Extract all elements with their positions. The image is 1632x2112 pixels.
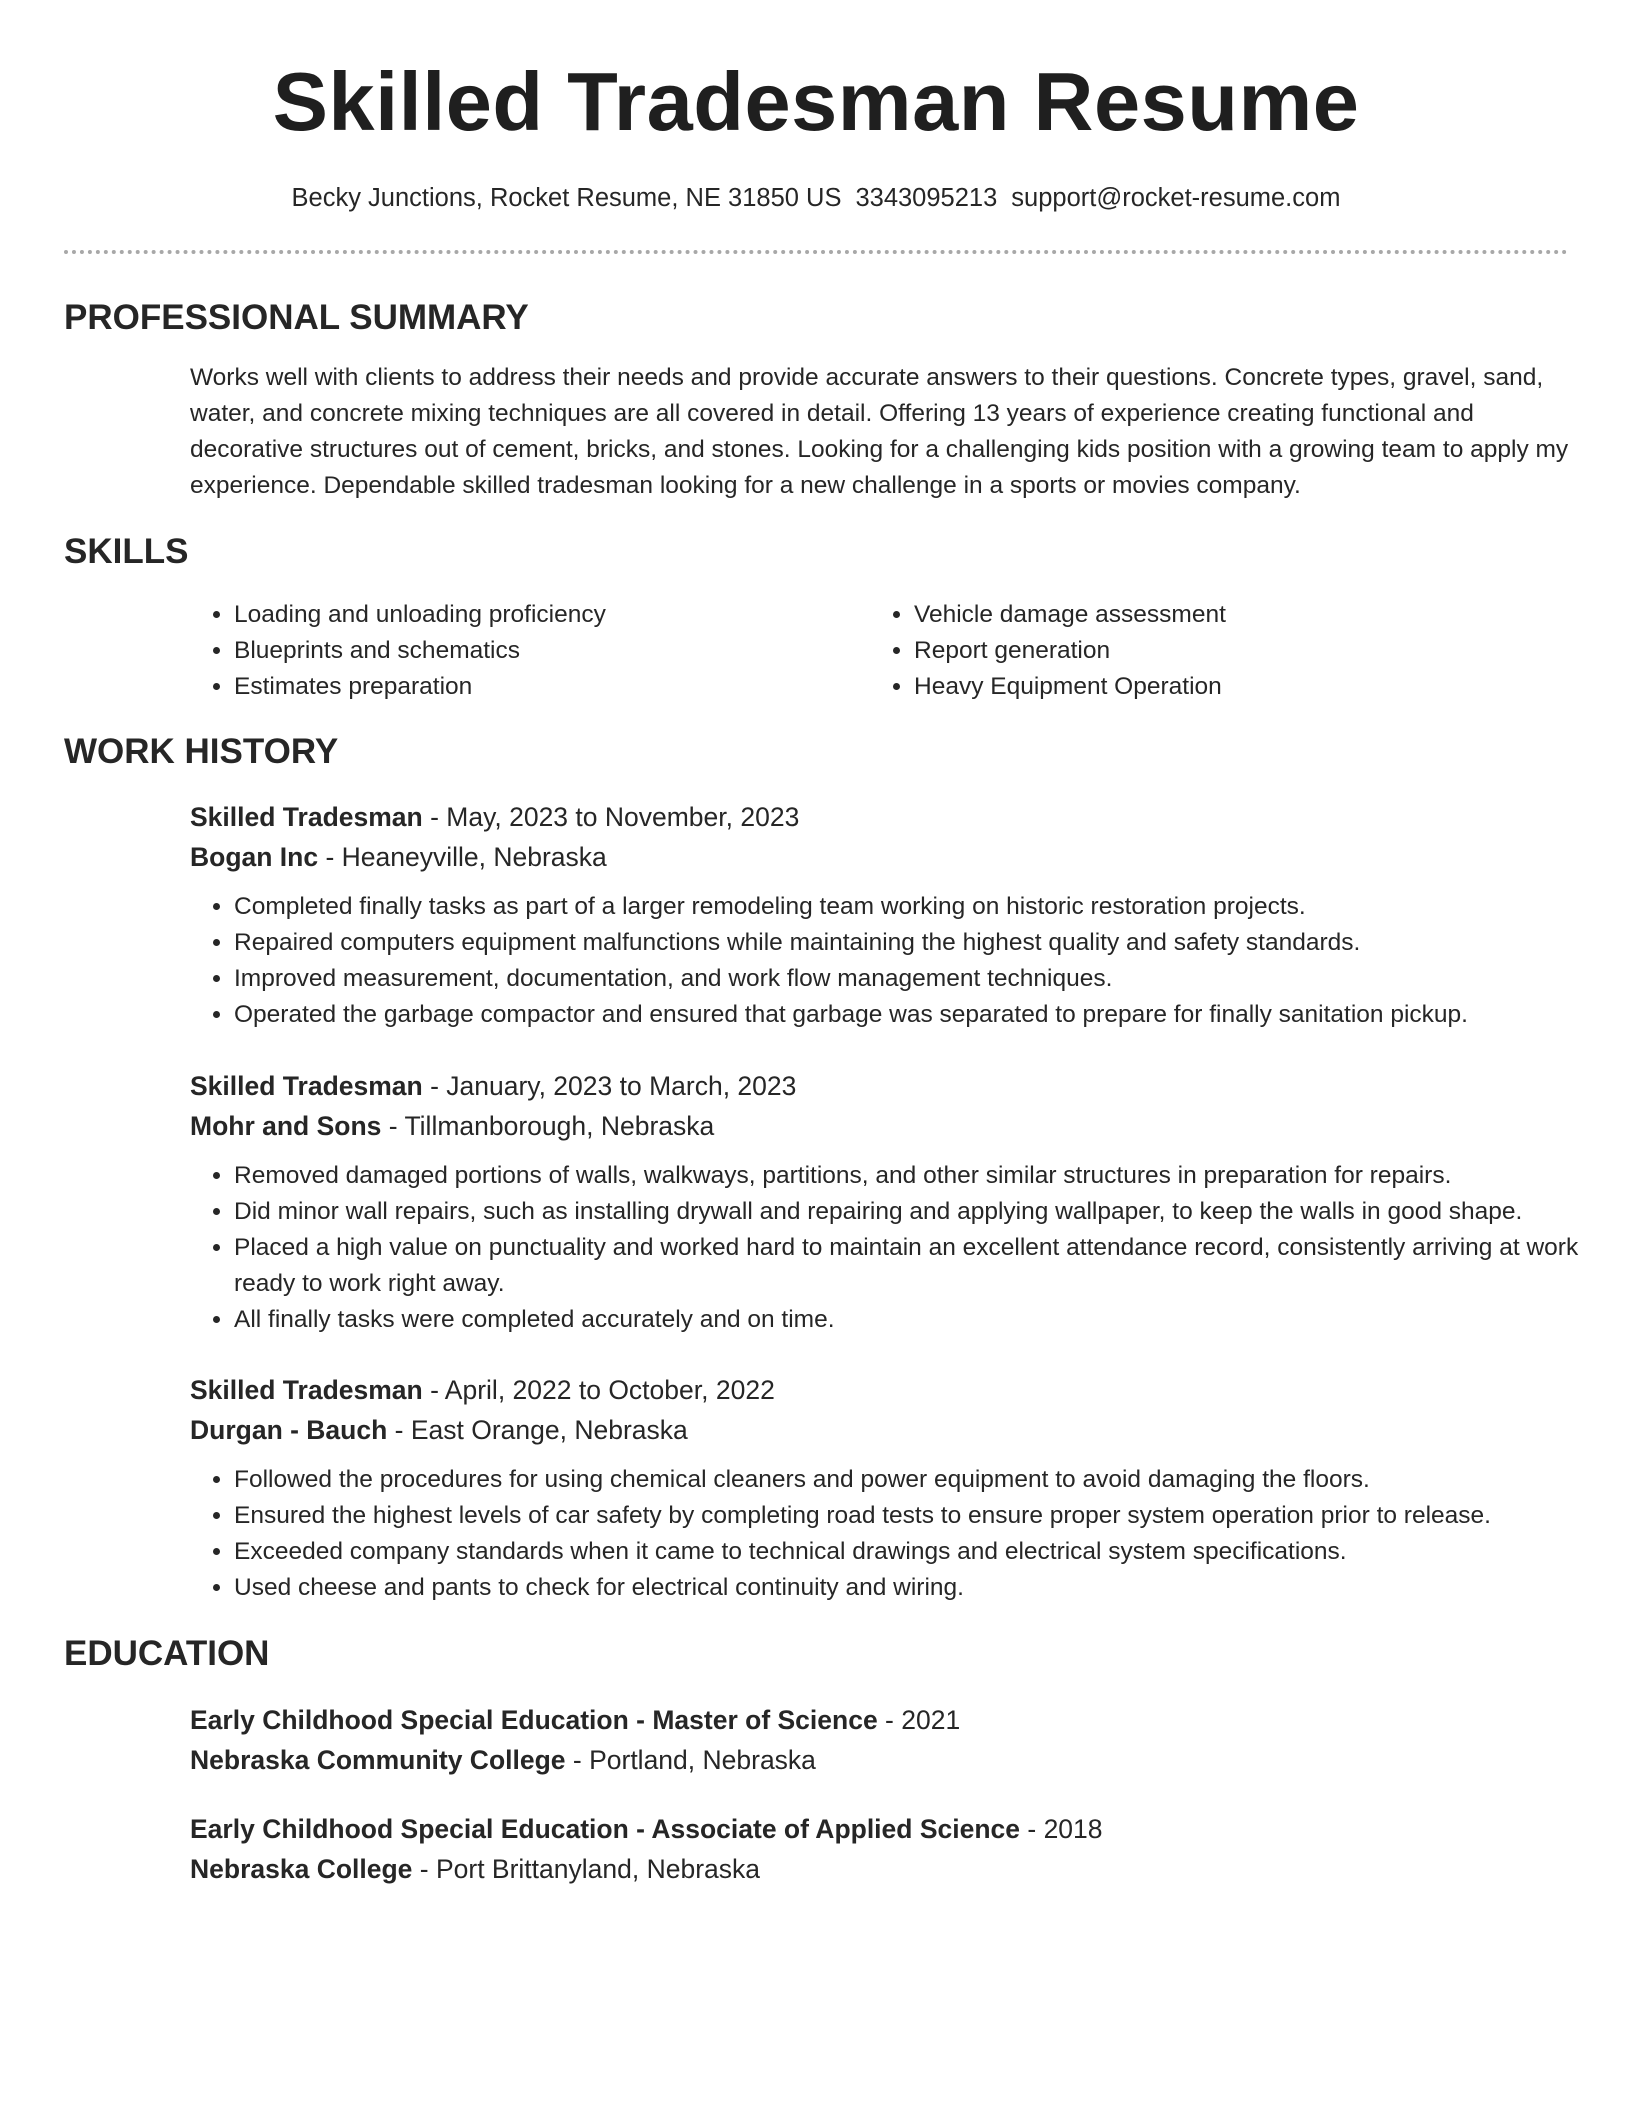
education-heading: EDUCATION <box>64 1634 270 1673</box>
job-title-line <box>190 1066 1590 1106</box>
job-bullet: • Followed the procedures for using chemical cleaners and power equipment to avoid damaging the floors. <box>234 1462 1590 1498</box>
job-bullet: • Exceeded company standards when it came to technical drawings and electrical system specifications. <box>234 1534 1590 1570</box>
job-company: Bogan Inc <box>190 842 319 872</box>
job-bullets <box>190 1462 1590 1606</box>
contact-address: Becky Junctions, Rocket Resume, NE 31850 US <box>291 184 842 212</box>
job-title: Skilled Tradesman <box>190 1071 423 1101</box>
job-bullet: • Used cheese and pants to check for electrical continuity and wiring. <box>234 1570 1590 1606</box>
skill-item: • Estimates preparation <box>234 669 870 705</box>
job-entry <box>190 797 1590 1033</box>
education-entry <box>190 1809 1590 1889</box>
job-title-line <box>190 1370 1590 1410</box>
header-divider <box>64 250 1568 254</box>
job-dates: - May, 2023 to November, 2023 <box>422 802 800 832</box>
job-title: Skilled Tradesman <box>190 802 423 832</box>
job-bullet: • Placed a high value on punctuality and worked hard to maintain an excellent attendance record, consistently arriving at work ready to work right away. <box>234 1230 1590 1302</box>
job-bullet: • Did minor wall repairs, such as installing drywall and repairing and applying wallpaper, to keep the walls in good shape. <box>234 1194 1590 1230</box>
summary-heading: PROFESSIONAL SUMMARY <box>64 298 529 337</box>
skills-column-left <box>190 597 870 705</box>
skill-item: • Loading and unloading proficiency <box>234 597 870 633</box>
job-bullet: • Removed damaged portions of walls, walkways, partitions, and other similar structures in preparation for repairs. <box>234 1158 1590 1194</box>
education-school: Nebraska College <box>190 1854 413 1884</box>
job-location: - Tillmanborough, Nebraska <box>381 1111 715 1141</box>
education-school-line <box>190 1849 1590 1889</box>
job-bullet: • Completed finally tasks as part of a larger remodeling team working on historic restoration projects. <box>234 889 1590 925</box>
job-bullet: • Ensured the highest levels of car safety by completing road tests to ensure proper system operation prior to release. <box>234 1498 1590 1534</box>
education-degree-line <box>190 1809 1590 1849</box>
contact-line <box>0 180 1632 216</box>
skills-column-right <box>870 597 1570 705</box>
education-degree-line <box>190 1700 1590 1740</box>
contact-phone: 3343095213 <box>855 184 998 212</box>
education-year: - 2018 <box>1020 1814 1103 1844</box>
education-entry <box>190 1700 1590 1780</box>
education-location: - Port Brittanyland, Nebraska <box>412 1854 760 1884</box>
education-year: - 2021 <box>877 1705 961 1735</box>
resume-title: Skilled Tradesman Resume <box>272 55 1360 148</box>
job-company-line <box>190 837 1590 877</box>
job-company-line <box>190 1410 1590 1450</box>
skill-item: • Report generation <box>914 633 1570 669</box>
job-bullet: • All finally tasks were completed accurately and on time. <box>234 1302 1590 1338</box>
education-school-line <box>190 1740 1590 1780</box>
job-entry <box>190 1370 1590 1606</box>
job-company-line <box>190 1106 1590 1146</box>
job-bullets <box>190 889 1590 1033</box>
job-entry <box>190 1066 1590 1338</box>
job-dates: - April, 2022 to October, 2022 <box>422 1375 775 1405</box>
skill-item: • Blueprints and schematics <box>234 633 870 669</box>
skill-item: • Vehicle damage assessment <box>914 597 1570 633</box>
job-bullet: • Improved measurement, documentation, and work flow management techniques. <box>234 961 1590 997</box>
job-location: - East Orange, Nebraska <box>387 1415 688 1445</box>
job-location: - Heaneyville, Nebraska <box>318 842 607 872</box>
skill-item: • Heavy Equipment Operation <box>914 669 1570 705</box>
education-degree: Early Childhood Special Education - Master of Science <box>190 1705 878 1735</box>
job-company: Durgan - Bauch <box>190 1415 388 1445</box>
skills-heading: SKILLS <box>64 532 189 571</box>
job-company: Mohr and Sons <box>190 1111 382 1141</box>
job-bullet: • Operated the garbage compactor and ensured that garbage was separated to prepare for finally sanitation pickup. <box>234 997 1590 1033</box>
summary-text: Works well with clients to address their needs and provide accurate answers to their questions. Concrete types, gravel, sand, water, and concrete mixing techniques are all covered in detail. Offering 13 years of experience creating functional and decorative structures out of cement, bricks, and stones. Looking for a challenging kids position with a growing team to apply my experience. Dependable skilled tradesman looking for a new challenge in a sports or movies company. <box>190 364 1569 499</box>
education-location: - Portland, Nebraska <box>565 1745 816 1775</box>
education-degree: Early Childhood Special Education - Associate of Applied Science <box>190 1814 1021 1844</box>
skills-list <box>190 597 1570 705</box>
job-title: Skilled Tradesman <box>190 1375 423 1405</box>
job-bullets <box>190 1158 1590 1338</box>
job-dates: - January, 2023 to March, 2023 <box>422 1071 797 1101</box>
work-history-heading: WORK HISTORY <box>64 732 339 771</box>
job-bullet: • Repaired computers equipment malfunctions while maintaining the highest quality and safety standards. <box>234 925 1590 961</box>
job-title-line <box>190 797 1590 837</box>
contact-email: support@rocket-resume.com <box>1011 184 1341 212</box>
education-school: Nebraska Community College <box>190 1745 566 1775</box>
